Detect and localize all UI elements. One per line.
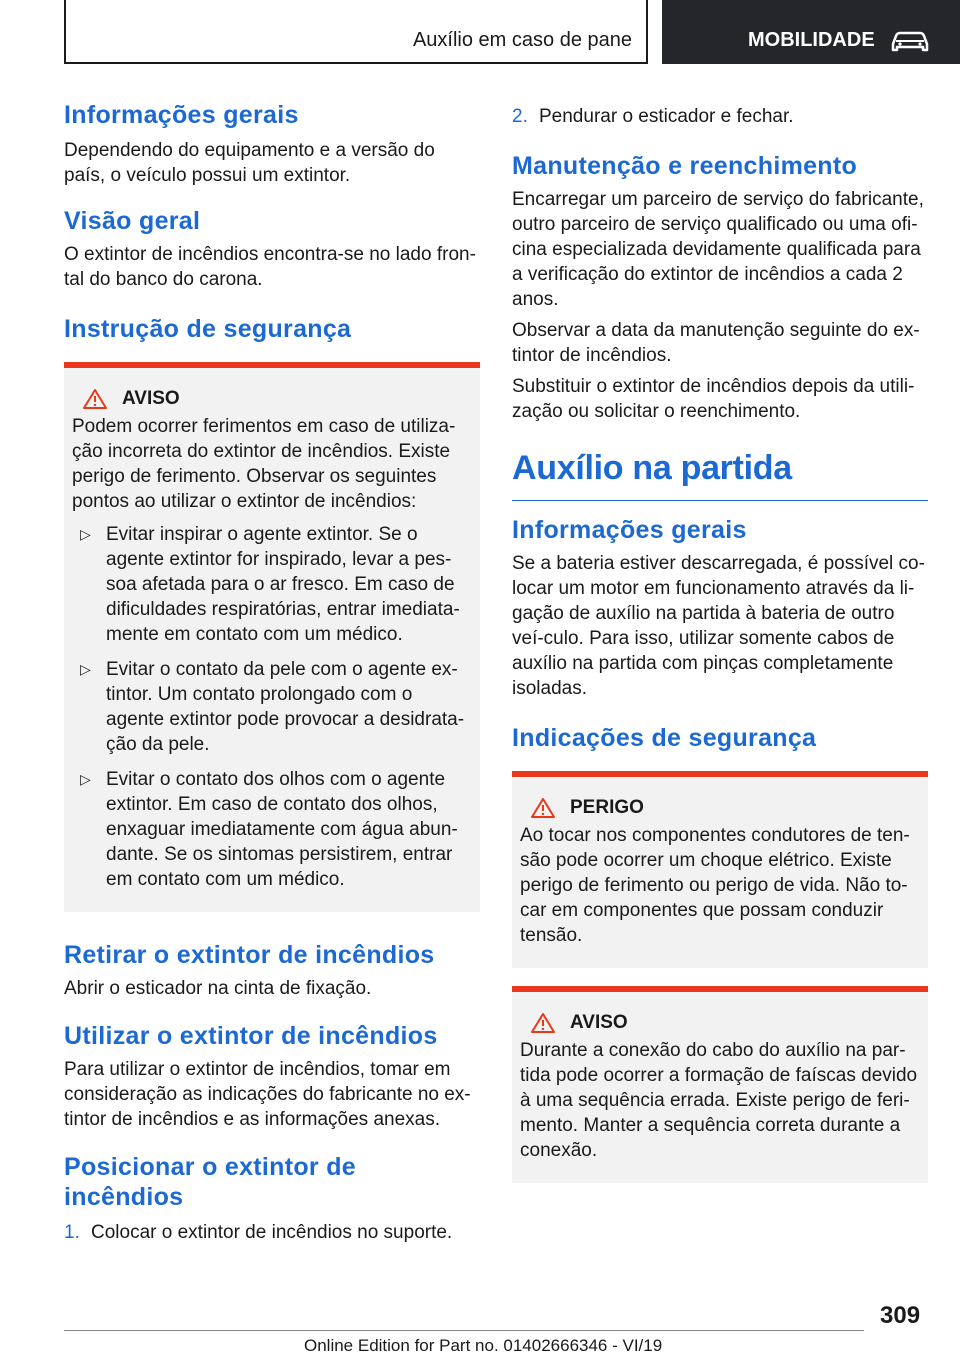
list-item: ▷ Evitar inspirar o agente extintor. Se o agente extintor for inspirado, levar a pes-soa afetada para o ar fresco. Em caso de dificuldades respiratórias, entrar imediata-mente em contato com um médico. <box>80 524 460 645</box>
warning-triangle-icon <box>82 388 108 410</box>
maintenance-text-2: Observar a data da manutenção seguinte do ex-tintor de incêndios. <box>512 320 920 366</box>
page-number: 309 <box>880 1302 921 1329</box>
danger-label: PERIGO <box>570 797 644 818</box>
triangle-bullet-icon: ▷ <box>80 771 91 787</box>
danger-box <box>512 771 928 968</box>
safety-instruction-heading: Instrução de segurança <box>64 315 352 343</box>
warning-label: AVISO <box>122 388 180 409</box>
maintenance-heading: Manutenção e reenchimento <box>512 152 858 180</box>
jump-general-info-heading: Informações gerais <box>512 516 747 544</box>
step-text: Pendurar o esticador e fechar. <box>539 106 794 127</box>
footer-divider <box>64 1330 864 1331</box>
maintenance-text-3: Substituir o extintor de incêndios depois da utili-zação ou solicitar o reenchimento. <box>512 376 915 422</box>
overview-heading: Visão geral <box>64 207 201 235</box>
warning-label: AVISO <box>570 1012 628 1033</box>
remove-extinguisher-heading: Retirar o extintor de incêndios <box>64 941 435 969</box>
left-column <box>64 100 480 1245</box>
use-extinguisher-heading: Utilizar o extintor de incêndios <box>64 1022 438 1050</box>
step-item <box>512 104 928 129</box>
warning-box <box>512 986 928 1183</box>
triangle-bullet-icon: ▷ <box>80 661 91 677</box>
step-text: Colocar o extintor de incêndios no suporte. <box>91 1222 453 1243</box>
footer-edition: Online Edition for Part no. 01402666346 - VI/19 <box>304 1336 663 1355</box>
jump-general-info-text: Se a bateria estiver descarregada, é possível co-locar um motor em funcionamento através da li-gação de auxílio na partida à bateria de outro veí-culo. Para isso, utilizar somente cabos de auxílio na partida com pinças completamente isoladas. <box>512 553 925 699</box>
header-section-box <box>64 0 648 64</box>
position-extinguisher-heading: Posicionar o extintor de incêndios <box>64 1153 356 1211</box>
warning-triangle-icon <box>530 1012 556 1034</box>
step-number: 2. <box>512 106 528 127</box>
jump-safety-heading: Indicações de segurança <box>512 724 817 752</box>
list-item: ▷ Evitar o contato da pele com o agente ex-tintor. Um contato prolongado com o agente extintor pode provocar a desidrata-ção da pele. <box>80 659 465 755</box>
jump-start-heading: Auxílio na partida <box>512 448 928 501</box>
car-icon <box>890 30 930 54</box>
header-section-title: Auxílio em caso de pane <box>412 29 632 51</box>
use-extinguisher-text: Para utilizar o extintor de incêndios, tomar em consideração as indicações do fabricante no ex-tintor de incêndios e as informações anexas. <box>64 1059 471 1130</box>
list-item: ▷ Evitar o contato dos olhos com o agente extintor. Em caso de contato dos olhos, enxaguar imediatamente com água abun-dante. Se os sintomas persistirem, entrar em contato com um médico. <box>80 769 458 890</box>
warning-bullet-list <box>72 522 472 892</box>
step-number: 1. <box>64 1222 80 1243</box>
warning-box <box>64 362 480 912</box>
step-item <box>64 1220 480 1245</box>
header-chapter-box <box>662 0 960 64</box>
remove-extinguisher-text: Abrir o esticador na cinta de fixação. <box>64 978 372 999</box>
warning-text: Podem ocorrer ferimentos em caso de utiliza-ção incorreta do extintor de incêndios. Existe perigo de ferimento. Observar os seguintes pontos ao utilizar o extintor de incêndios: <box>72 416 456 512</box>
warning-triangle-icon <box>530 797 556 819</box>
general-info-heading: Informações gerais <box>64 101 299 129</box>
danger-text: Ao tocar nos componentes condutores de ten-são pode ocorrer um choque elétrico. Existe perigo de ferimento ou perigo de vida. Não to-car em componentes que possam conduzir tensão. <box>520 825 910 946</box>
general-info-text: Dependendo do equipamento e a versão do país, o veículo possui um extintor. <box>64 140 435 186</box>
warning-text: Durante a conexão do cabo do auxílio na par-tida pode ocorrer a formação de faíscas devido à uma sequência errada. Existe perigo de feri-mento. Manter a sequência correta durante a conexão. <box>520 1040 918 1161</box>
triangle-bullet-icon: ▷ <box>80 526 91 542</box>
header-chapter-title: MOBILIDADE <box>748 29 875 51</box>
maintenance-text-1: Encarregar um parceiro de serviço do fabricante, outro parceiro de serviço qualificado ou uma ofi-cina especializada devidamente qualificada para a verificação do extintor de incêndios a cada 2 anos. <box>512 189 924 310</box>
right-column <box>512 100 928 1183</box>
overview-text: O extintor de incêndios encontra-se no lado fron-tal do banco do carona. <box>64 244 476 290</box>
